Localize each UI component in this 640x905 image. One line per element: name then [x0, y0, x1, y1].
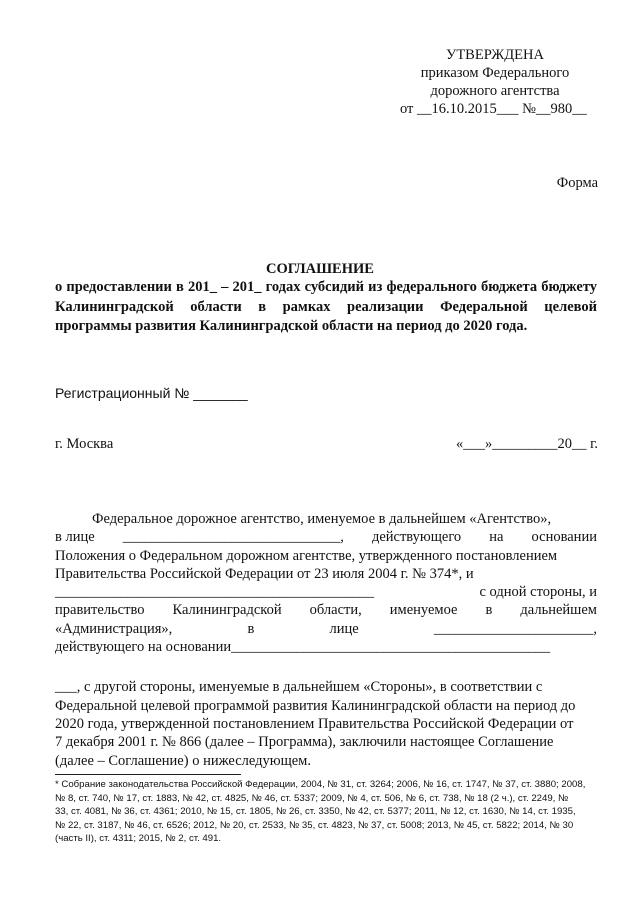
form-label: Форма	[556, 175, 598, 191]
footnote-divider	[55, 774, 241, 775]
word: лице	[329, 620, 359, 637]
agreement-preamble	[55, 510, 597, 770]
paragraph-line: Правительства Российской Федерации от 23 июля 2004 г. № 374*, и	[55, 565, 474, 582]
word: в	[247, 620, 255, 637]
registration-number: Регистрационный № _______	[55, 385, 248, 401]
paragraph-line: ___, с другой стороны, именуемые в дальнейшем «Стороны», в соответствии с	[55, 679, 543, 696]
word: дальнейшем	[520, 602, 597, 619]
word: именуемое	[389, 602, 458, 619]
footnote-line: № 8, ст. 740, № 17, ст. 1883, № 42, ст. 4825, № 46, ст. 5337; 2009, № 4, ст. 506, № 6, ст. 738, № 18 (2 ч.), ст. 2249, №	[55, 792, 569, 804]
document-subtitle: о предоставлении в 201_ – 201_ годах субсидий из федерального бюджета бюджету Калининградской области в рамках реализации Федеральной целевой программы развития Калининградской области на период до 2020 года.	[55, 279, 597, 335]
blank-field: ____________________________________________	[55, 584, 374, 601]
blank-field: ______________________,	[433, 620, 597, 637]
word: области,	[309, 602, 362, 619]
blank-field: ______________________________,	[122, 529, 344, 546]
word: в лице	[55, 529, 95, 546]
paragraph-line: Федеральное дорожное агентство, именуемое в дальнейшем «Агентство»,	[92, 511, 552, 527]
paragraph-line: действующего на основании____________________________________________	[55, 639, 551, 656]
word: на	[489, 529, 504, 546]
footnote-line: 33, ст. 4081, № 36, ст. 4361; 2010, № 15, ст. 1805, № 26, ст. 3350, № 42, ст. 5377; 2011, № 12, ст. 1630, № 14, ст. 1935,	[55, 806, 576, 818]
approval-order-line: приказом Федерального	[420, 65, 570, 81]
document-title: СОГЛАШЕНИЕ	[266, 261, 374, 277]
approval-stamp	[400, 46, 600, 118]
paragraph-line	[55, 601, 597, 619]
footnote-line: (часть II), ст. 4311; 2015, № 2, ст. 491.	[55, 833, 222, 845]
paragraph-line	[55, 528, 597, 546]
word: правительство	[55, 602, 145, 619]
date-of-signing: «___»_________20__ г.	[455, 436, 598, 452]
paragraph-line: (далее – Соглашение) о нижеследующем.	[55, 752, 311, 769]
word: действующего	[371, 529, 462, 546]
paragraph-line: 2020 года, утвержденной постановлением Правительства Российской Федерации от	[55, 715, 574, 732]
word: «Администрация»,	[55, 620, 173, 637]
paragraph-line: 7 декабря 2001 г. № 866 (далее – Программа), заключили настоящее Соглашение	[55, 734, 554, 751]
paragraph-line: Федеральной целевой программой развития Калининградской области на период до	[55, 697, 576, 714]
place-of-signing: г. Москва	[55, 436, 114, 452]
word: Калининградской	[172, 602, 282, 619]
paragraph-line: Положения о Федеральном дорожном агентстве, утвержденного постановлением	[55, 547, 558, 564]
approval-heading: УТВЕРЖДЕНА	[446, 47, 544, 63]
footnote-line: № 22, ст. 3187, № 46, ст. 6526; 2012, № 20, ст. 2533, № 35, ст. 4823, № 37, ст. 5008; 2013, № 45, ст. 5822; 2014, № 30	[55, 819, 574, 831]
word: в	[485, 602, 493, 619]
word: с одной стороны, и	[479, 584, 597, 601]
word: основании	[531, 529, 597, 546]
paragraph-line	[55, 583, 597, 601]
approval-date-number: от __16.10.2015___ №__980__	[400, 101, 587, 117]
footnote	[55, 778, 600, 846]
paragraph-line	[55, 620, 597, 638]
footnote-line: * Собрание законодательства Российской Федерации, 2004, № 31, ст. 3264; 2006, № 16, ст. 1747, № 37, ст. 3880; 2008,	[55, 779, 586, 790]
approval-agency-line: дорожного агентства	[430, 83, 560, 99]
